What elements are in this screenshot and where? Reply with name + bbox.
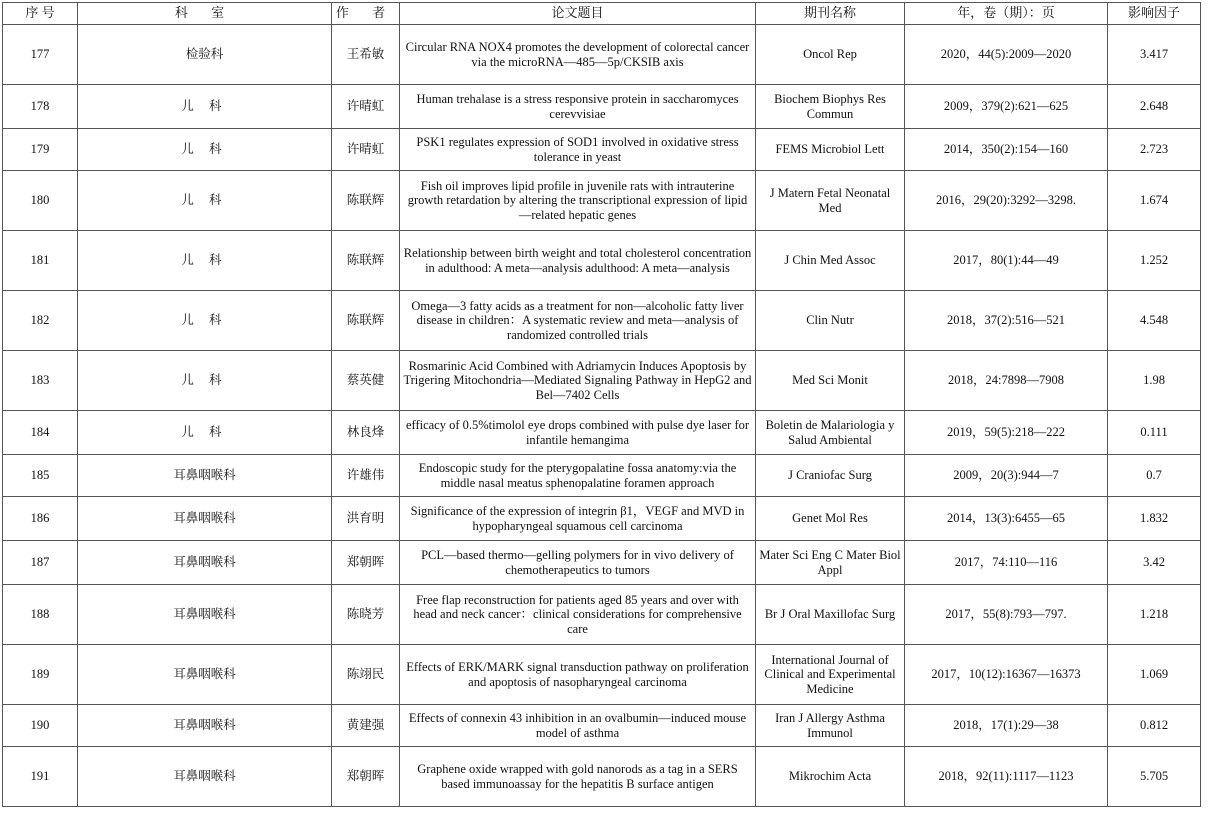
row-ref: 2009，379(2):621—625 xyxy=(905,85,1108,129)
row-title: efficacy of 0.5%timolol eye drops combined with pulse dye laser for infantile hemangima xyxy=(400,411,756,455)
row-author: 陈联辉 xyxy=(332,171,400,231)
row-title: Significance of the expression of integrin β1，VEGF and MVD in hypopharyngeal squamous cell carcinoma xyxy=(400,497,756,541)
row-impact: 1.218 xyxy=(1108,585,1201,645)
row-journal: FEMS Microbiol Lett xyxy=(756,129,905,171)
row-dept: 儿 科 xyxy=(78,85,332,129)
header-dept: 科 室 xyxy=(78,3,332,25)
row-author: 洪育明 xyxy=(332,497,400,541)
row-no: 185 xyxy=(3,455,78,497)
row-no: 181 xyxy=(3,231,78,291)
row-title: Rosmarinic Acid Combined with Adriamycin Induces Apoptosis by Trigering Mitochondria—Mediated Signaling Pathway in HepG2 and Bel—7402 Cells xyxy=(400,351,756,411)
row-impact: 5.705 xyxy=(1108,747,1201,807)
row-author: 许晴虹 xyxy=(332,85,400,129)
row-dept: 儿 科 xyxy=(78,411,332,455)
row-author: 王希敏 xyxy=(332,25,400,85)
row-dept: 儿 科 xyxy=(78,129,332,171)
row-dept: 耳鼻咽喉科 xyxy=(78,497,332,541)
row-ref: 2017，74:110—116 xyxy=(905,541,1108,585)
row-impact: 1.252 xyxy=(1108,231,1201,291)
row-dept: 儿 科 xyxy=(78,351,332,411)
row-title: PSK1 regulates expression of SOD1 involved in oxidative stress tolerance in yeast xyxy=(400,129,756,171)
row-title: Endoscopic study for the pterygopalatine fossa anatomy:via the middle nasal meatus sphenopalatine foramen approach xyxy=(400,455,756,497)
row-journal: Boletin de Malariologia y Salud Ambiental xyxy=(756,411,905,455)
row-no: 189 xyxy=(3,645,78,705)
table-row xyxy=(3,231,1201,291)
row-no: 177 xyxy=(3,25,78,85)
row-journal: Mater Sci Eng C Mater Biol Appl xyxy=(756,541,905,585)
row-author: 蔡英健 xyxy=(332,351,400,411)
row-author: 林良烽 xyxy=(332,411,400,455)
table-row xyxy=(3,291,1201,351)
row-ref: 2018，37(2):516—521 xyxy=(905,291,1108,351)
header-no: 序 号 xyxy=(3,3,78,25)
row-no: 190 xyxy=(3,705,78,747)
row-dept: 耳鼻咽喉科 xyxy=(78,585,332,645)
row-author: 黄建强 xyxy=(332,705,400,747)
row-author: 许晴虹 xyxy=(332,129,400,171)
row-journal: Mikrochim Acta xyxy=(756,747,905,807)
row-author: 许雄伟 xyxy=(332,455,400,497)
row-title: PCL—based thermo—gelling polymers for in vivo delivery of chemotherapeutics to tumors xyxy=(400,541,756,585)
publications-table xyxy=(2,2,1201,807)
row-title: Relationship between birth weight and total cholesterol concentration in adulthood: A meta—analysis adulthood: A meta—analysis xyxy=(400,231,756,291)
row-impact: 0.111 xyxy=(1108,411,1201,455)
row-ref: 2018，24:7898—7908 xyxy=(905,351,1108,411)
table-row xyxy=(3,171,1201,231)
table-row xyxy=(3,85,1201,129)
row-no: 180 xyxy=(3,171,78,231)
row-journal: Oncol Rep xyxy=(756,25,905,85)
row-journal: Clin Nutr xyxy=(756,291,905,351)
row-title: Human trehalase is a stress responsive protein in saccharomyces cerevvisiae xyxy=(400,85,756,129)
row-impact: 1.069 xyxy=(1108,645,1201,705)
header-title: 论文题目 xyxy=(400,3,756,25)
row-no: 179 xyxy=(3,129,78,171)
row-journal: International Journal of Clinical and Experimental Medicine xyxy=(756,645,905,705)
row-no: 182 xyxy=(3,291,78,351)
row-dept: 耳鼻咽喉科 xyxy=(78,455,332,497)
row-ref: 2018，17(1):29—38 xyxy=(905,705,1108,747)
row-dept: 耳鼻咽喉科 xyxy=(78,747,332,807)
row-journal: Biochem Biophys Res Commun xyxy=(756,85,905,129)
row-ref: 2017，10(12):16367—16373 xyxy=(905,645,1108,705)
row-impact: 1.832 xyxy=(1108,497,1201,541)
row-journal: Genet Mol Res xyxy=(756,497,905,541)
row-author: 陈联辉 xyxy=(332,291,400,351)
table-row xyxy=(3,129,1201,171)
row-impact: 3.42 xyxy=(1108,541,1201,585)
header-ref: 年，卷（期）：页 xyxy=(905,3,1108,25)
row-journal: J Craniofac Surg xyxy=(756,455,905,497)
table-row xyxy=(3,541,1201,585)
row-dept: 儿 科 xyxy=(78,291,332,351)
row-title: Effects of connexin 43 inhibition in an ovalbumin—induced mouse model of asthma xyxy=(400,705,756,747)
row-ref: 2014，13(3):6455—65 xyxy=(905,497,1108,541)
header-author: 作 者 xyxy=(332,3,400,25)
row-title: Effects of ERK/MARK signal transduction pathway on proliferation and apoptosis of nasopharyngeal carcinoma xyxy=(400,645,756,705)
row-ref: 2016，29(20):3292—3298. xyxy=(905,171,1108,231)
row-journal: Br J Oral Maxillofac Surg xyxy=(756,585,905,645)
row-impact: 0.812 xyxy=(1108,705,1201,747)
row-impact: 4.548 xyxy=(1108,291,1201,351)
row-no: 187 xyxy=(3,541,78,585)
row-no: 184 xyxy=(3,411,78,455)
row-dept: 检验科 xyxy=(78,25,332,85)
row-author: 陈翊民 xyxy=(332,645,400,705)
row-no: 188 xyxy=(3,585,78,645)
row-journal: Iran J Allergy Asthma Immunol xyxy=(756,705,905,747)
header-impact: 影响因子 xyxy=(1108,3,1201,25)
row-ref: 2014，350(2):154—160 xyxy=(905,129,1108,171)
row-ref: 2018，92(11):1117—1123 xyxy=(905,747,1108,807)
row-impact: 2.648 xyxy=(1108,85,1201,129)
row-dept: 儿 科 xyxy=(78,171,332,231)
table-row xyxy=(3,705,1201,747)
table-row xyxy=(3,411,1201,455)
row-ref: 2017，55(8):793—797. xyxy=(905,585,1108,645)
row-no: 178 xyxy=(3,85,78,129)
table-row xyxy=(3,747,1201,807)
row-dept: 耳鼻咽喉科 xyxy=(78,645,332,705)
row-journal: J Chin Med Assoc xyxy=(756,231,905,291)
row-title: Free flap reconstruction for patients aged 85 years and over with head and neck cancer：clinical considerations for comprehensive care xyxy=(400,585,756,645)
row-ref: 2020，44(5):2009—2020 xyxy=(905,25,1108,85)
table-row xyxy=(3,585,1201,645)
row-no: 191 xyxy=(3,747,78,807)
row-title: Omega—3 fatty acids as a treatment for non—alcoholic fatty liver disease in children：A systematic review and meta—analysis of randomized controlled trials xyxy=(400,291,756,351)
row-author: 郑朝晖 xyxy=(332,541,400,585)
row-no: 183 xyxy=(3,351,78,411)
table-row xyxy=(3,645,1201,705)
row-title: Circular RNA NOX4 promotes the development of colorectal cancer via the microRNA—485—5p/CKSIB axis xyxy=(400,25,756,85)
row-ref: 2017，80(1):44—49 xyxy=(905,231,1108,291)
row-title: Fish oil improves lipid profile in juvenile rats with intrauterine growth retardation by altering the transcriptional expression of lipid—related hepatic genes xyxy=(400,171,756,231)
row-impact: 2.723 xyxy=(1108,129,1201,171)
row-impact: 1.674 xyxy=(1108,171,1201,231)
row-dept: 耳鼻咽喉科 xyxy=(78,541,332,585)
row-dept: 儿 科 xyxy=(78,231,332,291)
row-author: 陈晓芳 xyxy=(332,585,400,645)
row-no: 186 xyxy=(3,497,78,541)
row-impact: 0.7 xyxy=(1108,455,1201,497)
row-journal: J Matern Fetal Neonatal Med xyxy=(756,171,905,231)
header-row xyxy=(3,3,1201,25)
row-title: Graphene oxide wrapped with gold nanorods as a tag in a SERS based immunoassay for the hepatitis B surface antigen xyxy=(400,747,756,807)
table-row xyxy=(3,351,1201,411)
row-ref: 2009，20(3):944—7 xyxy=(905,455,1108,497)
row-dept: 耳鼻咽喉科 xyxy=(78,705,332,747)
table-row xyxy=(3,25,1201,85)
row-author: 陈联辉 xyxy=(332,231,400,291)
table-row xyxy=(3,497,1201,541)
row-impact: 3.417 xyxy=(1108,25,1201,85)
table-row xyxy=(3,455,1201,497)
row-author: 郑朝晖 xyxy=(332,747,400,807)
row-ref: 2019，59(5):218—222 xyxy=(905,411,1108,455)
header-journal: 期刊名称 xyxy=(756,3,905,25)
row-journal: Med Sci Monit xyxy=(756,351,905,411)
row-impact: 1.98 xyxy=(1108,351,1201,411)
